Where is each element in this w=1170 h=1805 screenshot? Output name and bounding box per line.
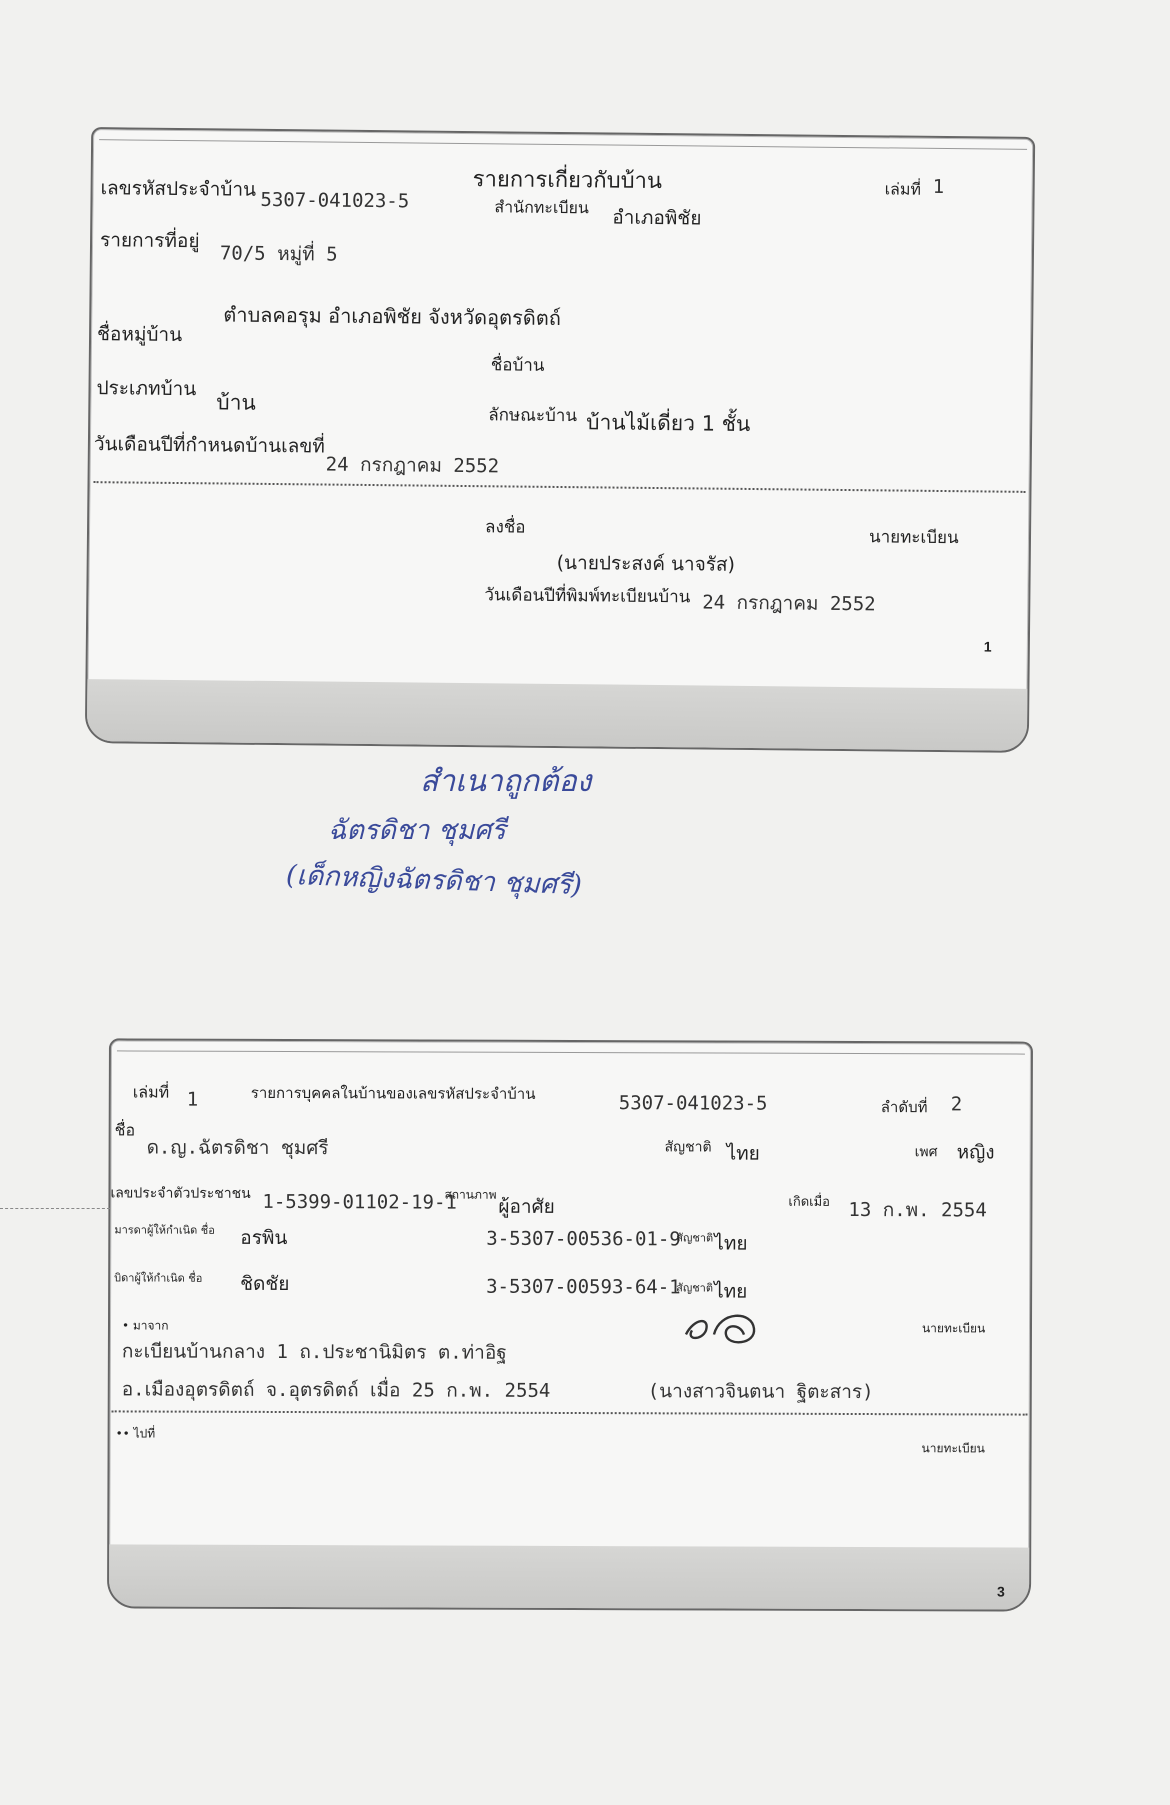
house-code-value: 5307-041023-5 bbox=[260, 188, 410, 213]
house-type-value: บ้าน bbox=[216, 390, 256, 415]
sex-value: หญิง bbox=[956, 1141, 995, 1164]
from-line1: กะเบียนบ้านกลาง 1 ถ.ประชานิมิตร ต.ท่าอิฐ bbox=[121, 1340, 507, 1364]
mother-label: มารดาผู้ให้กำเนิด ชื่อ bbox=[114, 1223, 215, 1237]
card1-page-number: 1 bbox=[983, 638, 992, 655]
address-line2: ตำบลคอรุม อำเภอพิชัย จังหวัดอุตรดิตถ์ bbox=[223, 302, 562, 331]
registrar-name: (นายประสงค์ นาจรัส) bbox=[556, 551, 736, 576]
house-char-value: บ้านไม้เดี่ยว 1 ชั้น bbox=[586, 410, 751, 436]
father-nationality-value: ไทย bbox=[714, 1280, 748, 1303]
mother-name: อรพิน bbox=[240, 1226, 288, 1250]
registrar-label-1: นายทะเบียน bbox=[921, 1321, 986, 1336]
registry-office-value: อำเภอพิชัย bbox=[612, 206, 702, 230]
order-label: ลำดับที่ bbox=[880, 1098, 928, 1117]
address-label: รายการที่อยู่ bbox=[99, 229, 200, 253]
mother-id: 3-5307-00536-01-9 bbox=[486, 1227, 681, 1251]
order-value: 2 bbox=[950, 1093, 963, 1116]
village-label: ชื่อหมู่บ้าน bbox=[96, 323, 183, 347]
volume-value: 1 bbox=[932, 175, 945, 199]
born-value: 13 ก.พ. 2554 bbox=[848, 1198, 987, 1222]
card-top-line bbox=[117, 1050, 1025, 1054]
card-top-line bbox=[99, 139, 1027, 150]
house-details-card bbox=[85, 127, 1035, 753]
mother-nationality-value: ไทย bbox=[714, 1232, 748, 1255]
card2-page-number: 3 bbox=[997, 1583, 1005, 1600]
house-type-label: ประเภทบ้าน bbox=[96, 377, 197, 401]
registry-office-label: สำนักทะเบียน bbox=[494, 197, 589, 218]
card1-bottom-band bbox=[87, 679, 1028, 751]
house-code-label: เลขรหัสประจำบ้าน bbox=[100, 177, 257, 201]
id-label: เลขประจำตัวประชาชน bbox=[110, 1185, 251, 1202]
sex-label: เพศ bbox=[914, 1144, 938, 1161]
handwritten-certified: สำเนาถูกต้อง bbox=[420, 764, 592, 799]
card2-volume-label: เล่มที่ bbox=[132, 1082, 170, 1102]
name-label: ชื่อ bbox=[114, 1120, 136, 1140]
registrar-label-2: นายทะเบียน bbox=[921, 1441, 985, 1456]
status-label: สถานภาพ bbox=[444, 1187, 497, 1202]
card1-divider bbox=[94, 481, 1026, 493]
from-label: • มาจาก bbox=[121, 1318, 169, 1333]
nationality-label: สัญชาติ bbox=[664, 1139, 712, 1156]
assigned-date-label: วันเดือนปีที่กำหนดบ้านเลขที่ bbox=[93, 433, 325, 458]
card1-title: รายการเกี่ยวกับบ้าน bbox=[472, 167, 663, 195]
mother-nationality-label: สัญชาติ bbox=[676, 1231, 714, 1245]
assigned-date-value: 24 กรกฎาคม 2552 bbox=[325, 453, 500, 478]
father-id: 3-5307-00593-64-1 bbox=[486, 1275, 681, 1299]
father-nationality-label: สัญชาติ bbox=[676, 1281, 714, 1295]
born-label: เกิดเมื่อ bbox=[788, 1194, 831, 1210]
status-value: ผู้อาศัย bbox=[498, 1195, 555, 1218]
house-name-label: ชื่อบ้าน bbox=[490, 355, 545, 376]
to-label: •• ไปที่ bbox=[115, 1426, 156, 1441]
handwritten-signature-name: ฉัตรดิชา ชุมศรี bbox=[328, 815, 506, 846]
id-value: 1-5399-01102-19-1 bbox=[262, 1190, 457, 1214]
person-details-card bbox=[107, 1038, 1033, 1611]
card2-divider bbox=[112, 1410, 1028, 1415]
house-char-label: ลักษณะบ้าน bbox=[488, 405, 578, 427]
card2-house-code: 5307-041023-5 bbox=[618, 1092, 768, 1115]
print-date-label: วันเดือนปีที่พิมพ์ทะเบียนบ้าน bbox=[484, 585, 691, 608]
print-date-value: 24 กรกฎาคม 2552 bbox=[702, 591, 876, 616]
card2-bottom-band bbox=[109, 1544, 1029, 1609]
scan-edge-line bbox=[0, 1208, 110, 1209]
from-line2: อ.เมืองอุตรดิตถ์ จ.อุตรดิตถ์ เมื่อ 25 ก.พ. 2554 bbox=[121, 1378, 551, 1402]
father-name: ชิดชัย bbox=[240, 1272, 290, 1296]
registrar-label: นายทะเบียน bbox=[868, 527, 959, 549]
sign-label: ลงชื่อ bbox=[484, 517, 526, 538]
card2-title: รายการบุคคลในบ้านของเลขรหัสประจำบ้าน bbox=[250, 1083, 536, 1103]
registrar-signature-icon bbox=[680, 1304, 776, 1354]
handwritten-full-name: (เด็กหญิงฉัตรดิชา ชุมศรี) bbox=[285, 859, 583, 902]
volume-label: เล่มที่ bbox=[884, 179, 922, 199]
father-label: บิดาผู้ให้กำเนิด ชื่อ bbox=[114, 1271, 203, 1285]
name-value: ด.ญ.ฉัตรดิชา ชุมศรี bbox=[146, 1136, 329, 1160]
address-line1: 70/5 หมู่ที่ 5 bbox=[219, 242, 338, 266]
registrar-name-2: (นางสาวจินตนา ฐิตะสาร) bbox=[647, 1380, 874, 1404]
nationality-value: ไทย bbox=[726, 1142, 760, 1165]
card2-volume-value: 1 bbox=[186, 1088, 199, 1111]
